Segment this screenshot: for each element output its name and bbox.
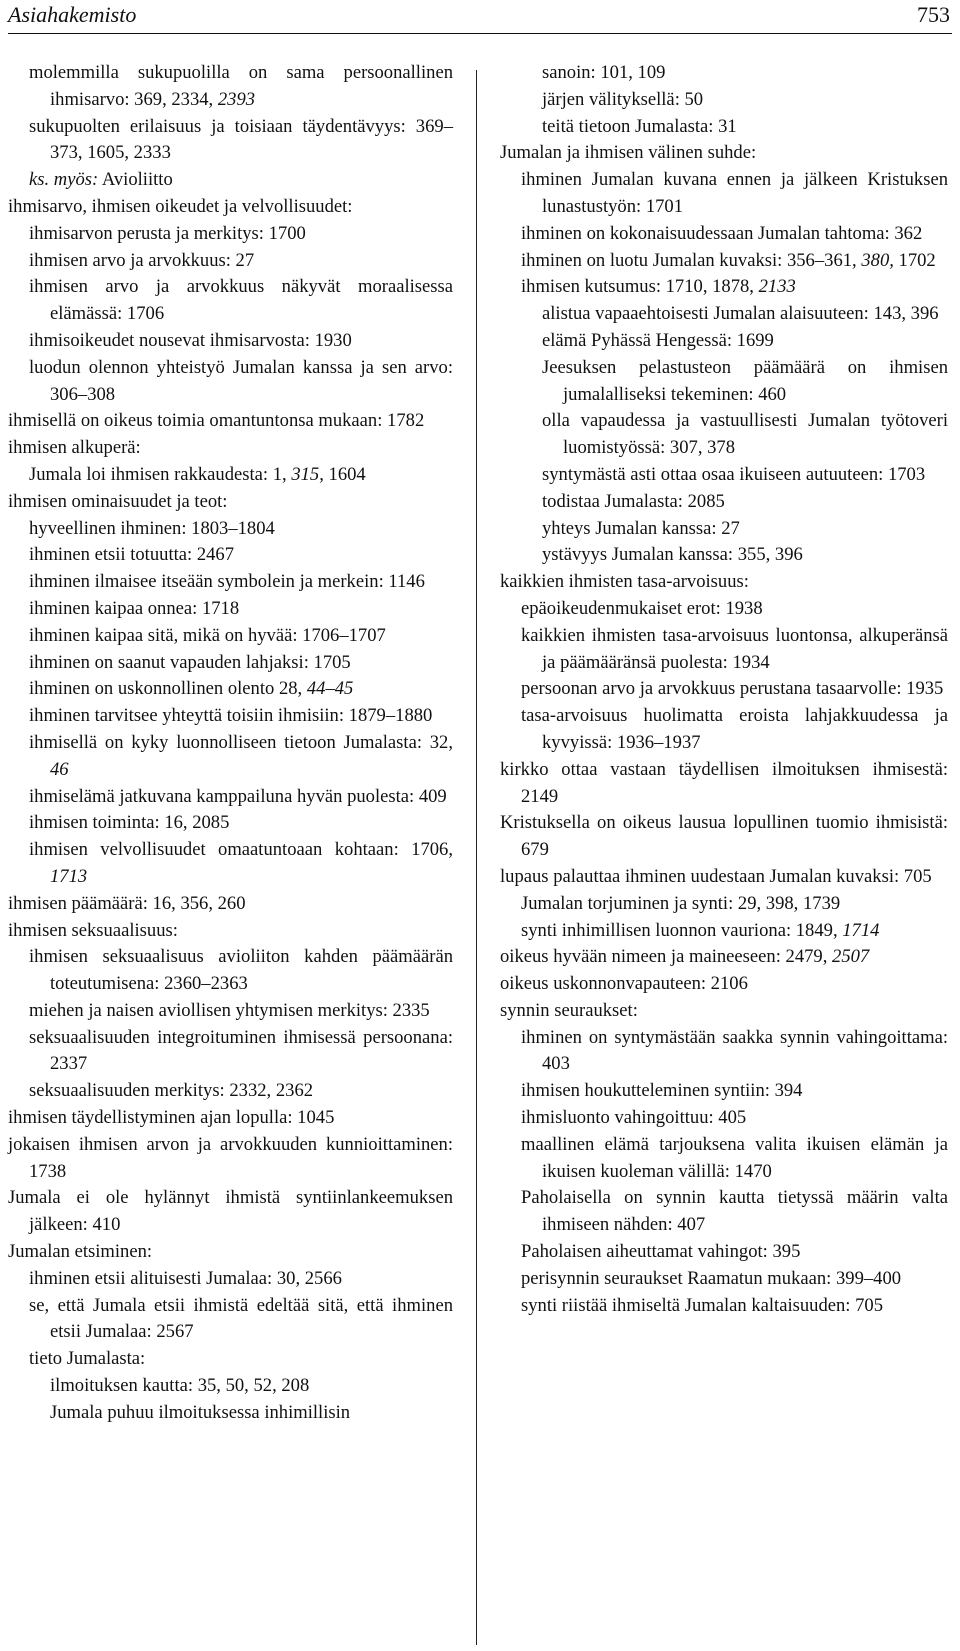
entry-text: persoonan arvo ja arvokkuus perustana tasaarvolle: 1935 bbox=[521, 678, 944, 700]
index-entry bbox=[500, 569, 948, 596]
index-entry bbox=[542, 542, 948, 569]
entry-text: sanoin: 101, 109 bbox=[542, 62, 666, 83]
entry-text: ystävyys Jumalan kanssa: 355, 396 bbox=[542, 544, 803, 566]
index-entry bbox=[8, 1132, 453, 1186]
index-entry bbox=[542, 301, 948, 328]
index-entry bbox=[29, 998, 453, 1025]
entry-text: Paholaisella on synnin kautta tietyssä määrin valta ihmiseen nähden: 407 bbox=[521, 1187, 948, 1236]
index-entry bbox=[521, 221, 948, 248]
entry-text: ihminen on kokonaisuudessaan Jumalan tahtoma: 362 bbox=[521, 222, 923, 244]
index-entry bbox=[521, 1266, 948, 1293]
italic-page-ref: 1714 bbox=[842, 919, 880, 941]
entry-text: oikeus uskonnonvapauteen: 2106 bbox=[500, 973, 748, 995]
entry-text: ihmiselämä jatkuvana kamppailuna hyvän puolesta: 409 bbox=[29, 785, 447, 807]
index-entry bbox=[29, 221, 453, 248]
entry-text: Jumala puhuu ilmoituksessa inhimillisin bbox=[50, 1401, 351, 1423]
entry-text: ihminen etsii totuutta: 2467 bbox=[29, 544, 235, 566]
index-entry bbox=[542, 408, 948, 462]
index-entry bbox=[8, 435, 453, 462]
index-entry bbox=[29, 650, 453, 677]
entry-text: kirkko ottaa vastaan täydellisen ilmoituksen ihmisestä: 2149 bbox=[500, 758, 948, 807]
entry-text: synti riistää ihmiseltä Jumalan kaltaisuuden: 705 bbox=[521, 1294, 883, 1316]
entry-text: Paholaisen aiheuttamat vahingot: 395 bbox=[521, 1241, 801, 1263]
entry-text: ihminen tarvitsee yhteyttä toisiin ihmisiin: 1879–1880 bbox=[29, 705, 433, 727]
index-entry bbox=[29, 1293, 453, 1347]
index-entry bbox=[500, 757, 948, 811]
entry-text: lupaus palauttaa ihminen uudestaan Jumalan kuvaksi: 705 bbox=[500, 865, 932, 887]
entry-text: ihmisen kutsumus: 1710, 1878, bbox=[521, 276, 759, 298]
entry-text: se, että Jumala etsii ihmistä edeltää sitä, että ihminen etsii Jumalaa: 2567 bbox=[29, 1294, 453, 1343]
index-entry bbox=[521, 167, 948, 221]
entry-text: ihmisen arvo ja arvokkuus näkyvät moraalisessa elämässä: 1706 bbox=[29, 276, 453, 325]
index-entry bbox=[29, 114, 453, 168]
index-entry bbox=[29, 837, 453, 891]
entry-text: tasa-arvoisuus huolimatta eroista lahjakkuudessa ja kyvyissä: 1936–1937 bbox=[521, 705, 948, 753]
entry-text: yhteys Jumalan kanssa: 27 bbox=[542, 517, 740, 539]
index-entry bbox=[29, 810, 453, 837]
index-entry bbox=[29, 1025, 453, 1079]
index-entry bbox=[29, 516, 453, 543]
entry-text: ihminen ilmaisee itseään symbolein ja merkein: 1146 bbox=[29, 571, 425, 593]
entry-text: kaikkien ihmisten tasa-arvoisuus luontonsa, alkuperänsä ja päämääränsä puolesta: 1934 bbox=[521, 624, 948, 673]
index-entry bbox=[521, 918, 948, 945]
entry-text: ihmisoikeudet nousevat ihmisarvosta: 1930 bbox=[29, 329, 352, 351]
index-entry bbox=[29, 730, 453, 784]
index-entry bbox=[500, 944, 948, 971]
entry-text: ihminen on syntymästään saakka synnin vahingoittama: 403 bbox=[521, 1026, 948, 1075]
entry-text: syntymästä asti ottaa osaa ikuiseen autuuteen: 1703 bbox=[542, 463, 926, 485]
index-entry bbox=[29, 1346, 453, 1373]
index-entry bbox=[29, 462, 453, 489]
italic-page-ref: 2133 bbox=[758, 276, 796, 298]
entry-text: Jeesuksen pelastusteon päämäärä on ihmisen jumalalliseksi tekeminen: 460 bbox=[542, 356, 948, 405]
index-entry bbox=[29, 596, 453, 623]
entry-text: ihmisen houkutteleminen syntiin: 394 bbox=[521, 1080, 803, 1102]
page-header bbox=[8, 0, 952, 34]
index-entry bbox=[521, 274, 948, 301]
entry-text: ihmisen täydellistyminen ajan lopulla: 1045 bbox=[8, 1107, 335, 1129]
index-entry bbox=[542, 462, 948, 489]
entry-text: ihmisen velvollisuudet omaatuntoaan kohtaan: 1706, bbox=[29, 839, 453, 861]
index-entry bbox=[29, 623, 453, 650]
index-entry bbox=[29, 274, 453, 328]
column-divider bbox=[476, 70, 477, 1645]
index-entry bbox=[8, 891, 453, 918]
index-entry bbox=[29, 676, 453, 703]
index-entry bbox=[521, 1185, 948, 1239]
entry-text: ihmisen seksuaalisuus: bbox=[8, 919, 178, 941]
entry-text: ihmisellä on oikeus toimia omantuntonsa mukaan: 1782 bbox=[8, 410, 425, 432]
entry-text: Jumalan torjuminen ja synti: 29, 398, 1739 bbox=[521, 892, 841, 914]
entry-text: Kristuksella on oikeus lausua lopullinen tuomio ihmisistä: 679 bbox=[500, 812, 948, 861]
index-entry bbox=[521, 1078, 948, 1105]
entry-text: 1702 bbox=[893, 249, 936, 271]
entry-text: ihmisen päämäärä: 16, 356, 260 bbox=[8, 892, 246, 914]
entry-text: Avioliitto bbox=[98, 169, 173, 191]
entry-text: perisynnin seuraukset Raamatun mukaan: 399–400 bbox=[521, 1267, 902, 1289]
entry-text: järjen välityksellä: 50 bbox=[542, 88, 704, 110]
italic-page-ref: 380, bbox=[861, 249, 894, 271]
entry-text: ihmisellä on kyky luonnolliseen tietoon Jumalasta: 32, bbox=[29, 731, 453, 753]
index-entry bbox=[521, 1293, 948, 1320]
entry-text: 1604 bbox=[323, 463, 366, 485]
entry-text: ilmoituksen kautta: 35, 50, 52, 208 bbox=[50, 1375, 310, 1397]
index-column-right bbox=[500, 60, 948, 1319]
entry-text: oikeus hyvään nimeen ja maineeseen: 2479, bbox=[500, 946, 833, 968]
index-entry bbox=[29, 355, 453, 409]
index-entry bbox=[8, 408, 453, 435]
index-entry bbox=[8, 918, 453, 945]
entry-text: ihmisen arvo ja arvokkuus: 27 bbox=[29, 249, 255, 271]
index-entry bbox=[521, 1025, 948, 1079]
index-entry bbox=[29, 944, 453, 998]
index-entry bbox=[542, 114, 948, 141]
index-entry bbox=[521, 596, 948, 623]
entry-text: luodun olennon yhteistyö Jumalan kanssa ja sen arvo: 306–308 bbox=[29, 356, 453, 405]
index-entry bbox=[521, 1132, 948, 1186]
italic-page-ref: 1713 bbox=[50, 865, 88, 887]
index-entry bbox=[500, 998, 948, 1025]
entry-text: ihminen on luotu Jumalan kuvaksi: 356–361, bbox=[521, 249, 862, 271]
italic-page-ref: 46 bbox=[50, 758, 69, 780]
entry-text: ihminen kaipaa sitä, mikä on hyvää: 1706–1707 bbox=[29, 624, 386, 646]
entry-text: ihmisen alkuperä: bbox=[8, 437, 141, 459]
entry-text: Jumalan etsiminen: bbox=[8, 1241, 153, 1263]
index-entry bbox=[521, 703, 948, 757]
entry-text: Jumala ei ole hylännyt ihmistä syntiinlankeemuksen jälkeen: 410 bbox=[8, 1187, 453, 1236]
entry-text: olla vapaudessa ja vastuullisesti Jumalan työtoveri luomistyössä: 307, 378 bbox=[542, 410, 948, 459]
page-number: 753 bbox=[917, 2, 950, 27]
index-entry bbox=[29, 1266, 453, 1293]
entry-text: ihminen on saanut vapauden lahjaksi: 1705 bbox=[29, 651, 351, 673]
index-entry bbox=[500, 810, 948, 864]
entry-text: miehen ja naisen aviollisen yhtymisen merkitys: 2335 bbox=[29, 999, 430, 1021]
italic-page-ref: 2393 bbox=[217, 88, 256, 110]
entry-text: ihmisarvon perusta ja merkitys: 1700 bbox=[29, 222, 306, 244]
index-entry bbox=[29, 60, 453, 114]
index-entry bbox=[29, 569, 453, 596]
entry-text: synnin seuraukset: bbox=[500, 999, 638, 1021]
index-entry bbox=[50, 1373, 453, 1400]
entry-text: elämä Pyhässä Hengessä: 1699 bbox=[542, 329, 774, 351]
index-entry bbox=[542, 328, 948, 355]
entry-text: ihmisen toiminta: 16, 2085 bbox=[29, 812, 230, 834]
index-entry bbox=[50, 1400, 453, 1427]
italic-page-ref: 44–45 bbox=[306, 678, 354, 700]
entry-text: molemmilla sukupuolilla on sama persoonallinen ihmisarvo: 369, 2334, bbox=[29, 62, 453, 110]
index-entry bbox=[542, 516, 948, 543]
entry-text: ihminen etsii alituisesti Jumalaa: 30, 2566 bbox=[29, 1267, 342, 1289]
index-entry bbox=[521, 1105, 948, 1132]
index-entry bbox=[500, 971, 948, 998]
entry-text: epäoikeudenmukaiset erot: 1938 bbox=[521, 597, 763, 619]
index-entry bbox=[8, 1185, 453, 1239]
entry-text: hyveellinen ihminen: 1803–1804 bbox=[29, 517, 275, 539]
index-entry bbox=[8, 489, 453, 516]
index-entry bbox=[8, 1105, 453, 1132]
entry-text: ihmisluonto vahingoittuu: 405 bbox=[521, 1107, 747, 1129]
index-entry bbox=[542, 87, 948, 114]
italic-page-ref: 315, bbox=[291, 463, 324, 485]
index-entry bbox=[521, 1239, 948, 1266]
index-entry bbox=[542, 355, 948, 409]
index-entry bbox=[29, 1078, 453, 1105]
index-column-left bbox=[8, 60, 453, 1427]
index-entry bbox=[8, 194, 453, 221]
entry-text: ihminen Jumalan kuvana ennen ja jälkeen Kristuksen lunastustyön: 1701 bbox=[521, 169, 948, 217]
index-entry bbox=[521, 623, 948, 677]
entry-text: alistua vapaaehtoisesti Jumalan alaisuuteen: 143, 396 bbox=[542, 303, 939, 325]
index-entry bbox=[542, 489, 948, 516]
index-entry bbox=[521, 676, 948, 703]
entry-text: Jumalan ja ihmisen välinen suhde: bbox=[500, 142, 757, 164]
header-rule bbox=[8, 33, 952, 34]
entry-text: tieto Jumalasta: bbox=[29, 1348, 146, 1370]
index-entry bbox=[521, 891, 948, 918]
index-entry bbox=[29, 167, 453, 194]
entry-text: ihmisen ominaisuudet ja teot: bbox=[8, 490, 228, 512]
running-title: Asiahakemisto bbox=[8, 2, 137, 27]
entry-text: maallinen elämä tarjouksena valita ikuisen elämän ja ikuisen kuoleman välillä: 1470 bbox=[521, 1133, 948, 1182]
index-entry bbox=[500, 864, 948, 891]
index-entry bbox=[29, 248, 453, 275]
entry-text: teitä tietoon Jumalasta: 31 bbox=[542, 115, 737, 137]
italic-page-ref: ks. myös: bbox=[29, 169, 99, 191]
index-entry bbox=[29, 542, 453, 569]
entry-text: ihmisarvo, ihmisen oikeudet ja velvollisuudet: bbox=[8, 195, 353, 217]
entry-text: synti inhimillisen luonnon vauriona: 1849, bbox=[521, 919, 843, 941]
entry-text: kaikkien ihmisten tasa-arvoisuus: bbox=[500, 571, 749, 593]
index-entry bbox=[29, 328, 453, 355]
index-entry bbox=[29, 703, 453, 730]
entry-text: seksuaalisuuden integroituminen ihmisessä persoonana: 2337 bbox=[29, 1026, 453, 1075]
entry-text: todistaa Jumalasta: 2085 bbox=[542, 490, 725, 512]
entry-text: jokaisen ihmisen arvon ja arvokkuuden kunnioittaminen: 1738 bbox=[8, 1133, 453, 1182]
entry-text: ihminen on uskonnollinen olento 28, bbox=[29, 678, 307, 700]
index-entry bbox=[29, 784, 453, 811]
entry-text: ihminen kaipaa onnea: 1718 bbox=[29, 597, 240, 619]
entry-text: sukupuolten erilaisuus ja toisiaan täydentävyys: 369–373, 1605, 2333 bbox=[29, 115, 453, 164]
index-entry bbox=[500, 140, 948, 167]
entry-text: Jumala loi ihmisen rakkaudesta: 1, bbox=[29, 463, 292, 485]
entry-text: seksuaalisuuden merkitys: 2332, 2362 bbox=[29, 1080, 314, 1102]
index-entry bbox=[521, 248, 948, 275]
index-entry bbox=[8, 1239, 453, 1266]
entry-text: ihmisen seksuaalisuus avioliiton kahden päämäärän toteutumisena: 2360–2363 bbox=[29, 946, 453, 995]
index-entry bbox=[542, 60, 948, 87]
italic-page-ref: 2507 bbox=[832, 946, 870, 968]
